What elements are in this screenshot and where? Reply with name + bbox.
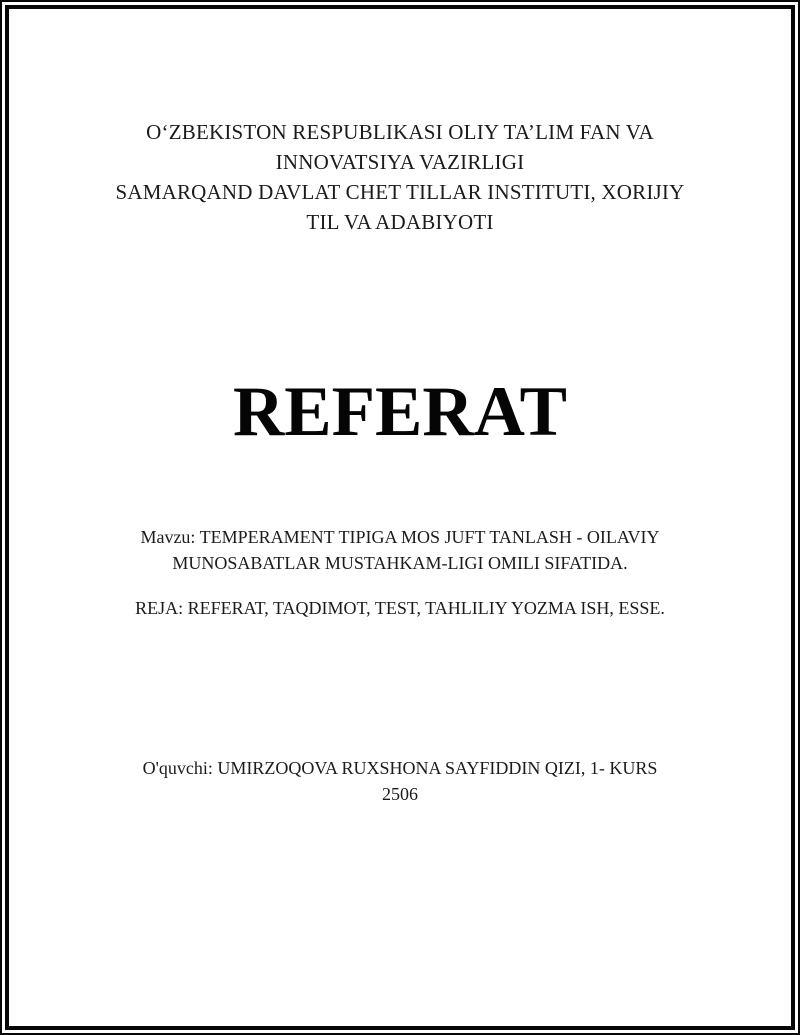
topic-paragraph [9,524,791,576]
student-info [9,755,791,807]
header-line-2: INNOVATSIYA VAZIRLIGI [275,150,525,174]
plan-line: REJA: REFERAT, TAQDIMOT, TEST, TAHLILIY YOZMA ISH, ESSE. [135,598,665,618]
page-border-frame [5,5,795,1030]
topic-line-2: MUNOSABATLAR MUSTAHKAM-LIGI OMILI SIFATIDA. [172,553,628,573]
document-title: REFERAT [233,373,567,451]
student-line: O'quvchi: UMIRZOQOVA RUXSHONA SAYFIDDIN QIZI, 1- KURS [142,758,658,778]
header-line-3: SAMARQAND DAVLAT CHET TILLAR INSTITUTI, XORIJIY [115,180,685,204]
student-group-number: 2506 [382,784,418,804]
header-line-1: O‘ZBEKISTON RESPUBLIKASI OLIY TA’LIM FAN VA [146,120,654,144]
ministry-header [9,117,791,237]
header-line-4: TIL VA ADABIYOTI [306,210,494,234]
topic-line-1: Mavzu: TEMPERAMENT TIPIGA MOS JUFT TANLASH - OILAVIY [140,527,660,547]
